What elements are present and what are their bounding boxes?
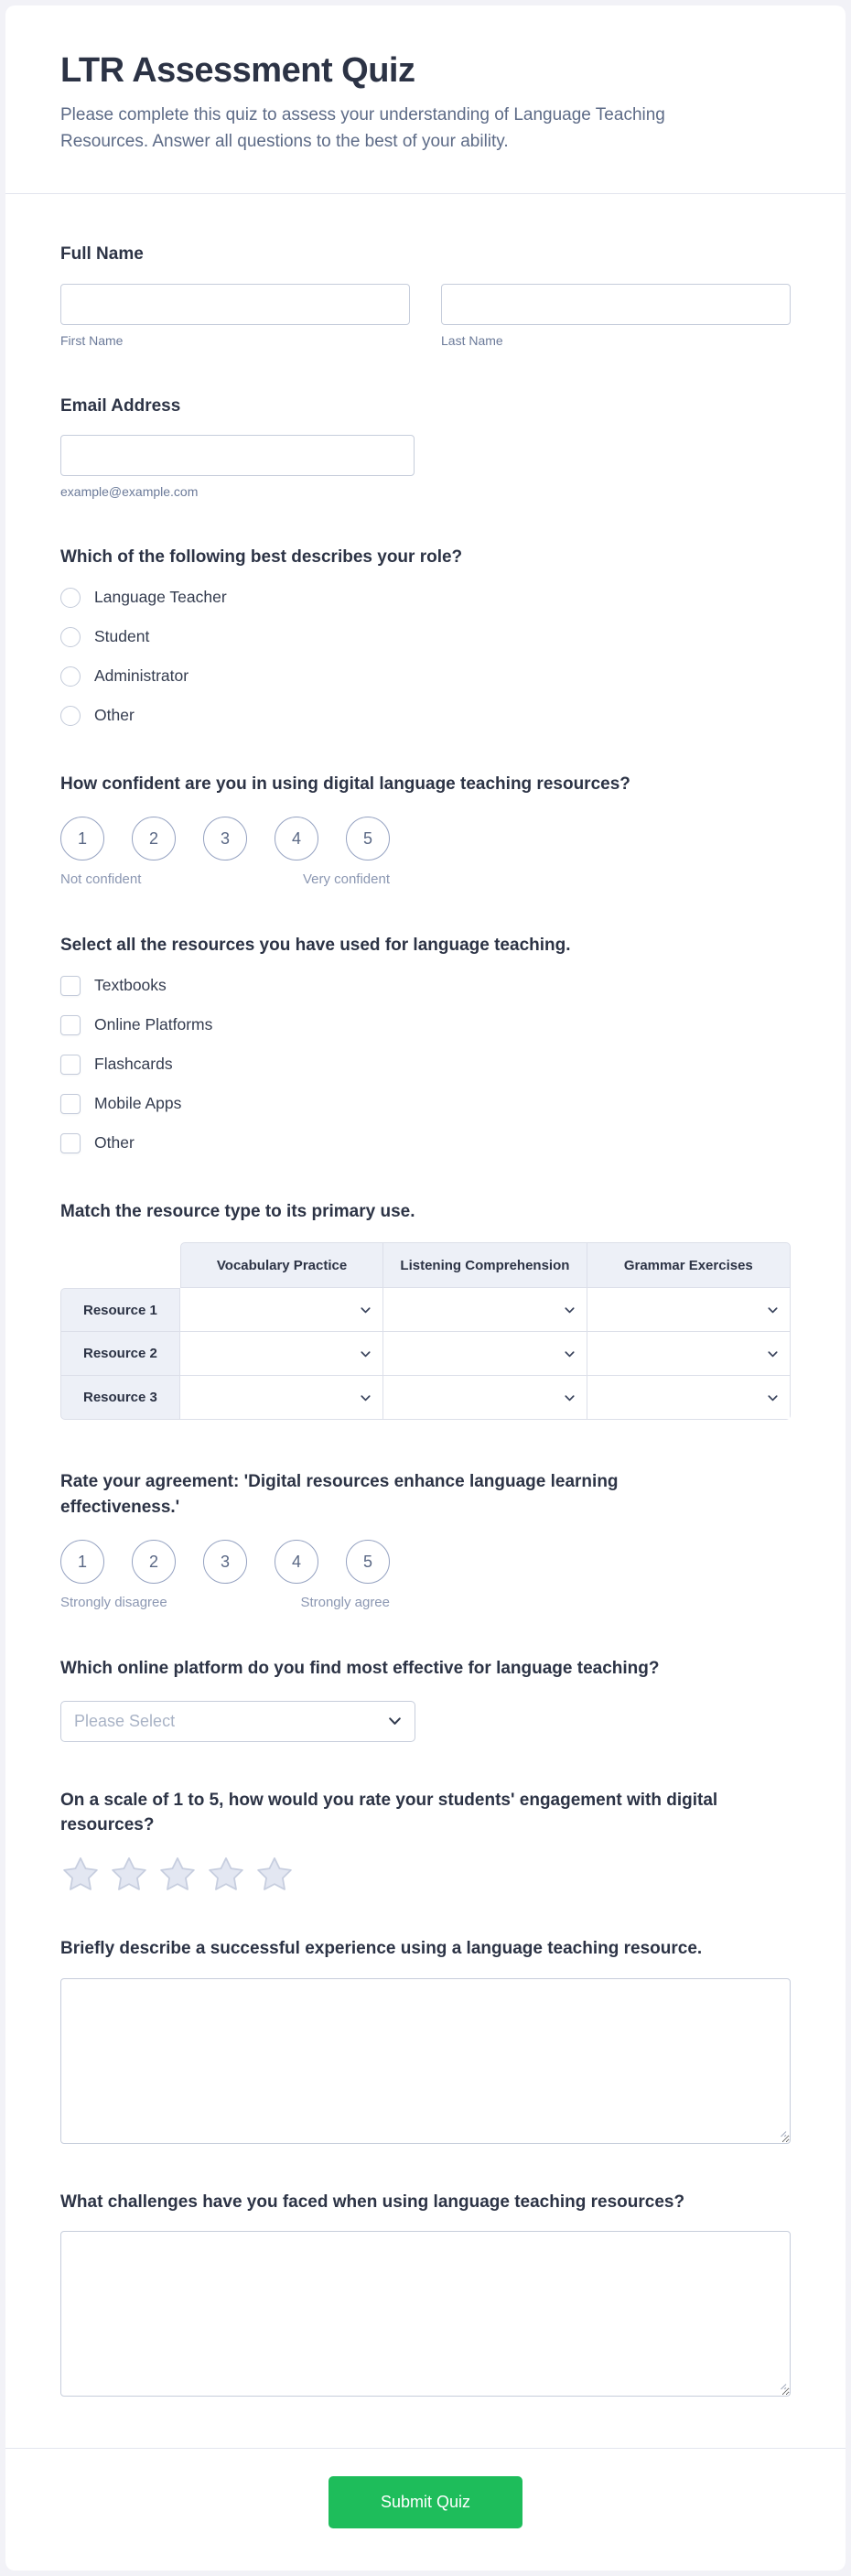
engagement-star-rating — [60, 1855, 791, 1894]
matrix-row — [60, 1376, 791, 1420]
role-option-label: Student — [94, 627, 150, 646]
agreement-scale-5[interactable]: 5 — [346, 1540, 390, 1584]
star-rating-3[interactable] — [157, 1855, 198, 1894]
question-challenges — [60, 2190, 791, 2397]
resources-used-options — [60, 976, 791, 1153]
agreement-max-label: Strongly agree — [300, 1595, 390, 1611]
confidence-max-label: Very confident — [302, 871, 390, 888]
resource-checkbox-textbooks[interactable] — [60, 976, 81, 996]
engagement-label: On a scale of 1 to 5, how would you rate your students' engagement with digital resources? — [60, 1790, 718, 1835]
form-description: Please complete this quiz to assess your understanding of Language Teaching Resources. Answer all questions to the best of your ability. — [60, 105, 665, 151]
confidence-scale-2[interactable]: 2 — [132, 817, 176, 860]
chevron-down-icon — [387, 1714, 403, 1729]
email-label: Email Address — [60, 395, 181, 416]
resources-used-label: Select all the resources you have used for language teaching. — [60, 936, 571, 956]
star-rating-1[interactable] — [60, 1855, 101, 1894]
question-role — [60, 545, 791, 726]
confidence-min-label: Not confident — [60, 871, 142, 888]
confidence-scale-3[interactable]: 3 — [203, 817, 247, 860]
last-name-input[interactable] — [441, 284, 791, 325]
resource-checkbox-online-platforms[interactable] — [60, 1015, 81, 1035]
first-name-input[interactable] — [60, 284, 410, 325]
role-radio-administrator[interactable] — [60, 666, 81, 687]
question-resources-used — [60, 933, 791, 1153]
question-matrix — [60, 1199, 791, 1421]
chevron-down-icon — [563, 1347, 576, 1360]
quiz-form-card — [5, 5, 846, 2571]
matrix-row — [60, 1332, 791, 1376]
success-experience-textarea[interactable] — [60, 1978, 791, 2144]
resource-option-online-platforms[interactable] — [60, 1015, 791, 1035]
role-option-administrator[interactable] — [60, 666, 791, 687]
first-name-col — [60, 284, 410, 348]
platform-label: Which online platform do you find most effective for language teaching? — [60, 1659, 660, 1679]
matrix-row-header: Resource 3 — [60, 1376, 180, 1420]
chevron-down-icon — [359, 1347, 372, 1360]
question-success-experience — [60, 1936, 791, 2144]
chevron-down-icon — [766, 1303, 780, 1316]
star-rating-5[interactable] — [254, 1855, 295, 1894]
chevron-down-icon — [563, 1303, 576, 1316]
question-full-name — [60, 242, 791, 348]
submit-section — [5, 2448, 846, 2571]
resource-option-flashcards[interactable] — [60, 1055, 791, 1075]
question-confidence — [60, 772, 791, 888]
matrix-select-resource2-grammar[interactable] — [587, 1332, 790, 1375]
chevron-down-icon — [766, 1347, 780, 1360]
matrix-select-resource3-listening[interactable] — [383, 1376, 586, 1419]
platform-select[interactable] — [60, 1701, 415, 1742]
last-name-sublabel: Last Name — [441, 332, 503, 348]
email-col — [60, 435, 415, 499]
challenges-field — [60, 2231, 791, 2397]
platform-select-placeholder: Please Select — [74, 1711, 176, 1730]
resource-checkbox-mobile-apps[interactable] — [60, 1094, 81, 1114]
confidence-scale-4[interactable]: 4 — [275, 817, 318, 860]
role-options — [60, 588, 791, 726]
matrix-select-resource1-vocabulary[interactable] — [180, 1288, 382, 1331]
role-option-student[interactable] — [60, 627, 791, 647]
agreement-scale-2[interactable]: 2 — [132, 1540, 176, 1584]
challenges-label: What challenges have you faced when using language teaching resources? — [60, 2192, 685, 2212]
role-option-label: Language Teacher — [94, 588, 227, 607]
matrix-column-header: Listening Comprehension — [383, 1242, 587, 1288]
resource-option-mobile-apps[interactable] — [60, 1094, 791, 1114]
star-icon — [254, 1855, 295, 1894]
matrix-select-resource2-vocabulary[interactable] — [180, 1332, 382, 1375]
form-header — [5, 5, 846, 193]
question-email — [60, 394, 791, 500]
resource-option-other[interactable] — [60, 1133, 791, 1153]
success-experience-label: Briefly describe a successful experience using a language teaching resource. — [60, 1939, 703, 1959]
matrix-select-resource3-grammar[interactable] — [587, 1376, 790, 1419]
confidence-label: How confident are you in using digital language teaching resources? — [60, 774, 630, 794]
questions-container — [5, 194, 846, 2397]
role-radio-language-teacher[interactable] — [60, 588, 81, 608]
success-experience-field — [60, 1978, 791, 2144]
question-agreement — [60, 1469, 791, 1610]
confidence-scale-labels — [60, 871, 390, 887]
matrix-row-header: Resource 2 — [60, 1332, 180, 1376]
email-input[interactable] — [60, 435, 415, 476]
resource-option-label: Flashcards — [94, 1055, 173, 1074]
matrix-row-header: Resource 1 — [60, 1288, 180, 1332]
agreement-scale-3[interactable]: 3 — [203, 1540, 247, 1584]
resource-option-label: Online Platforms — [94, 1015, 213, 1034]
submit-button[interactable]: Submit Quiz — [329, 2476, 522, 2528]
star-icon — [157, 1855, 198, 1894]
last-name-col — [441, 284, 791, 348]
question-engagement — [60, 1788, 791, 1894]
confidence-scale — [60, 817, 791, 860]
agreement-scale — [60, 1540, 791, 1584]
role-option-other[interactable] — [60, 706, 791, 726]
first-name-sublabel: First Name — [60, 332, 124, 348]
challenges-textarea[interactable] — [60, 2231, 791, 2397]
chevron-down-icon — [359, 1303, 372, 1316]
agreement-scale-labels — [60, 1595, 390, 1610]
matrix-column-header: Grammar Exercises — [587, 1242, 791, 1288]
question-platform — [60, 1656, 791, 1742]
resource-option-label: Textbooks — [94, 976, 167, 995]
matrix-select-resource1-grammar[interactable] — [587, 1288, 790, 1331]
role-radio-student[interactable] — [60, 627, 81, 647]
role-label: Which of the following best describes your role? — [60, 547, 463, 568]
full-name-row — [60, 284, 791, 348]
confidence-scale-1[interactable]: 1 — [60, 817, 104, 860]
chevron-down-icon — [359, 1391, 372, 1404]
role-option-language-teacher[interactable] — [60, 588, 791, 608]
matrix-corner-cell — [60, 1242, 180, 1288]
matrix-select-resource3-vocabulary[interactable] — [180, 1376, 382, 1419]
matrix-table — [60, 1242, 791, 1420]
star-icon — [109, 1855, 149, 1894]
resource-checkbox-flashcards[interactable] — [60, 1055, 81, 1075]
matrix-row — [60, 1288, 791, 1332]
chevron-down-icon — [766, 1391, 780, 1404]
agreement-min-label: Strongly disagree — [60, 1595, 167, 1611]
star-icon — [60, 1855, 101, 1894]
matrix-label: Match the resource type to its primary use. — [60, 1201, 415, 1221]
resource-option-label: Mobile Apps — [94, 1094, 182, 1113]
matrix-select-resource1-listening[interactable] — [383, 1288, 586, 1331]
email-sublabel: example@example.com — [60, 484, 199, 500]
role-option-label: Administrator — [94, 666, 189, 686]
resource-option-label: Other — [94, 1133, 135, 1153]
form-title: LTR Assessment Quiz — [60, 51, 415, 90]
matrix-column-header: Vocabulary Practice — [180, 1242, 383, 1288]
agreement-label: Rate your agreement: 'Digital resources enhance language learning effectiveness.' — [60, 1472, 619, 1517]
star-rating-2[interactable] — [109, 1855, 149, 1894]
role-radio-other[interactable] — [60, 706, 81, 726]
chevron-down-icon — [563, 1391, 576, 1404]
role-option-label: Other — [94, 706, 135, 725]
resource-option-textbooks[interactable] — [60, 976, 791, 996]
star-icon — [206, 1855, 246, 1894]
agreement-scale-1[interactable]: 1 — [60, 1540, 104, 1584]
agreement-scale-4[interactable]: 4 — [275, 1540, 318, 1584]
resource-checkbox-other[interactable] — [60, 1133, 81, 1153]
matrix-select-resource2-listening[interactable] — [383, 1332, 586, 1375]
confidence-scale-5[interactable]: 5 — [346, 817, 390, 860]
star-rating-4[interactable] — [206, 1855, 246, 1894]
full-name-label: Full Name — [60, 244, 144, 264]
